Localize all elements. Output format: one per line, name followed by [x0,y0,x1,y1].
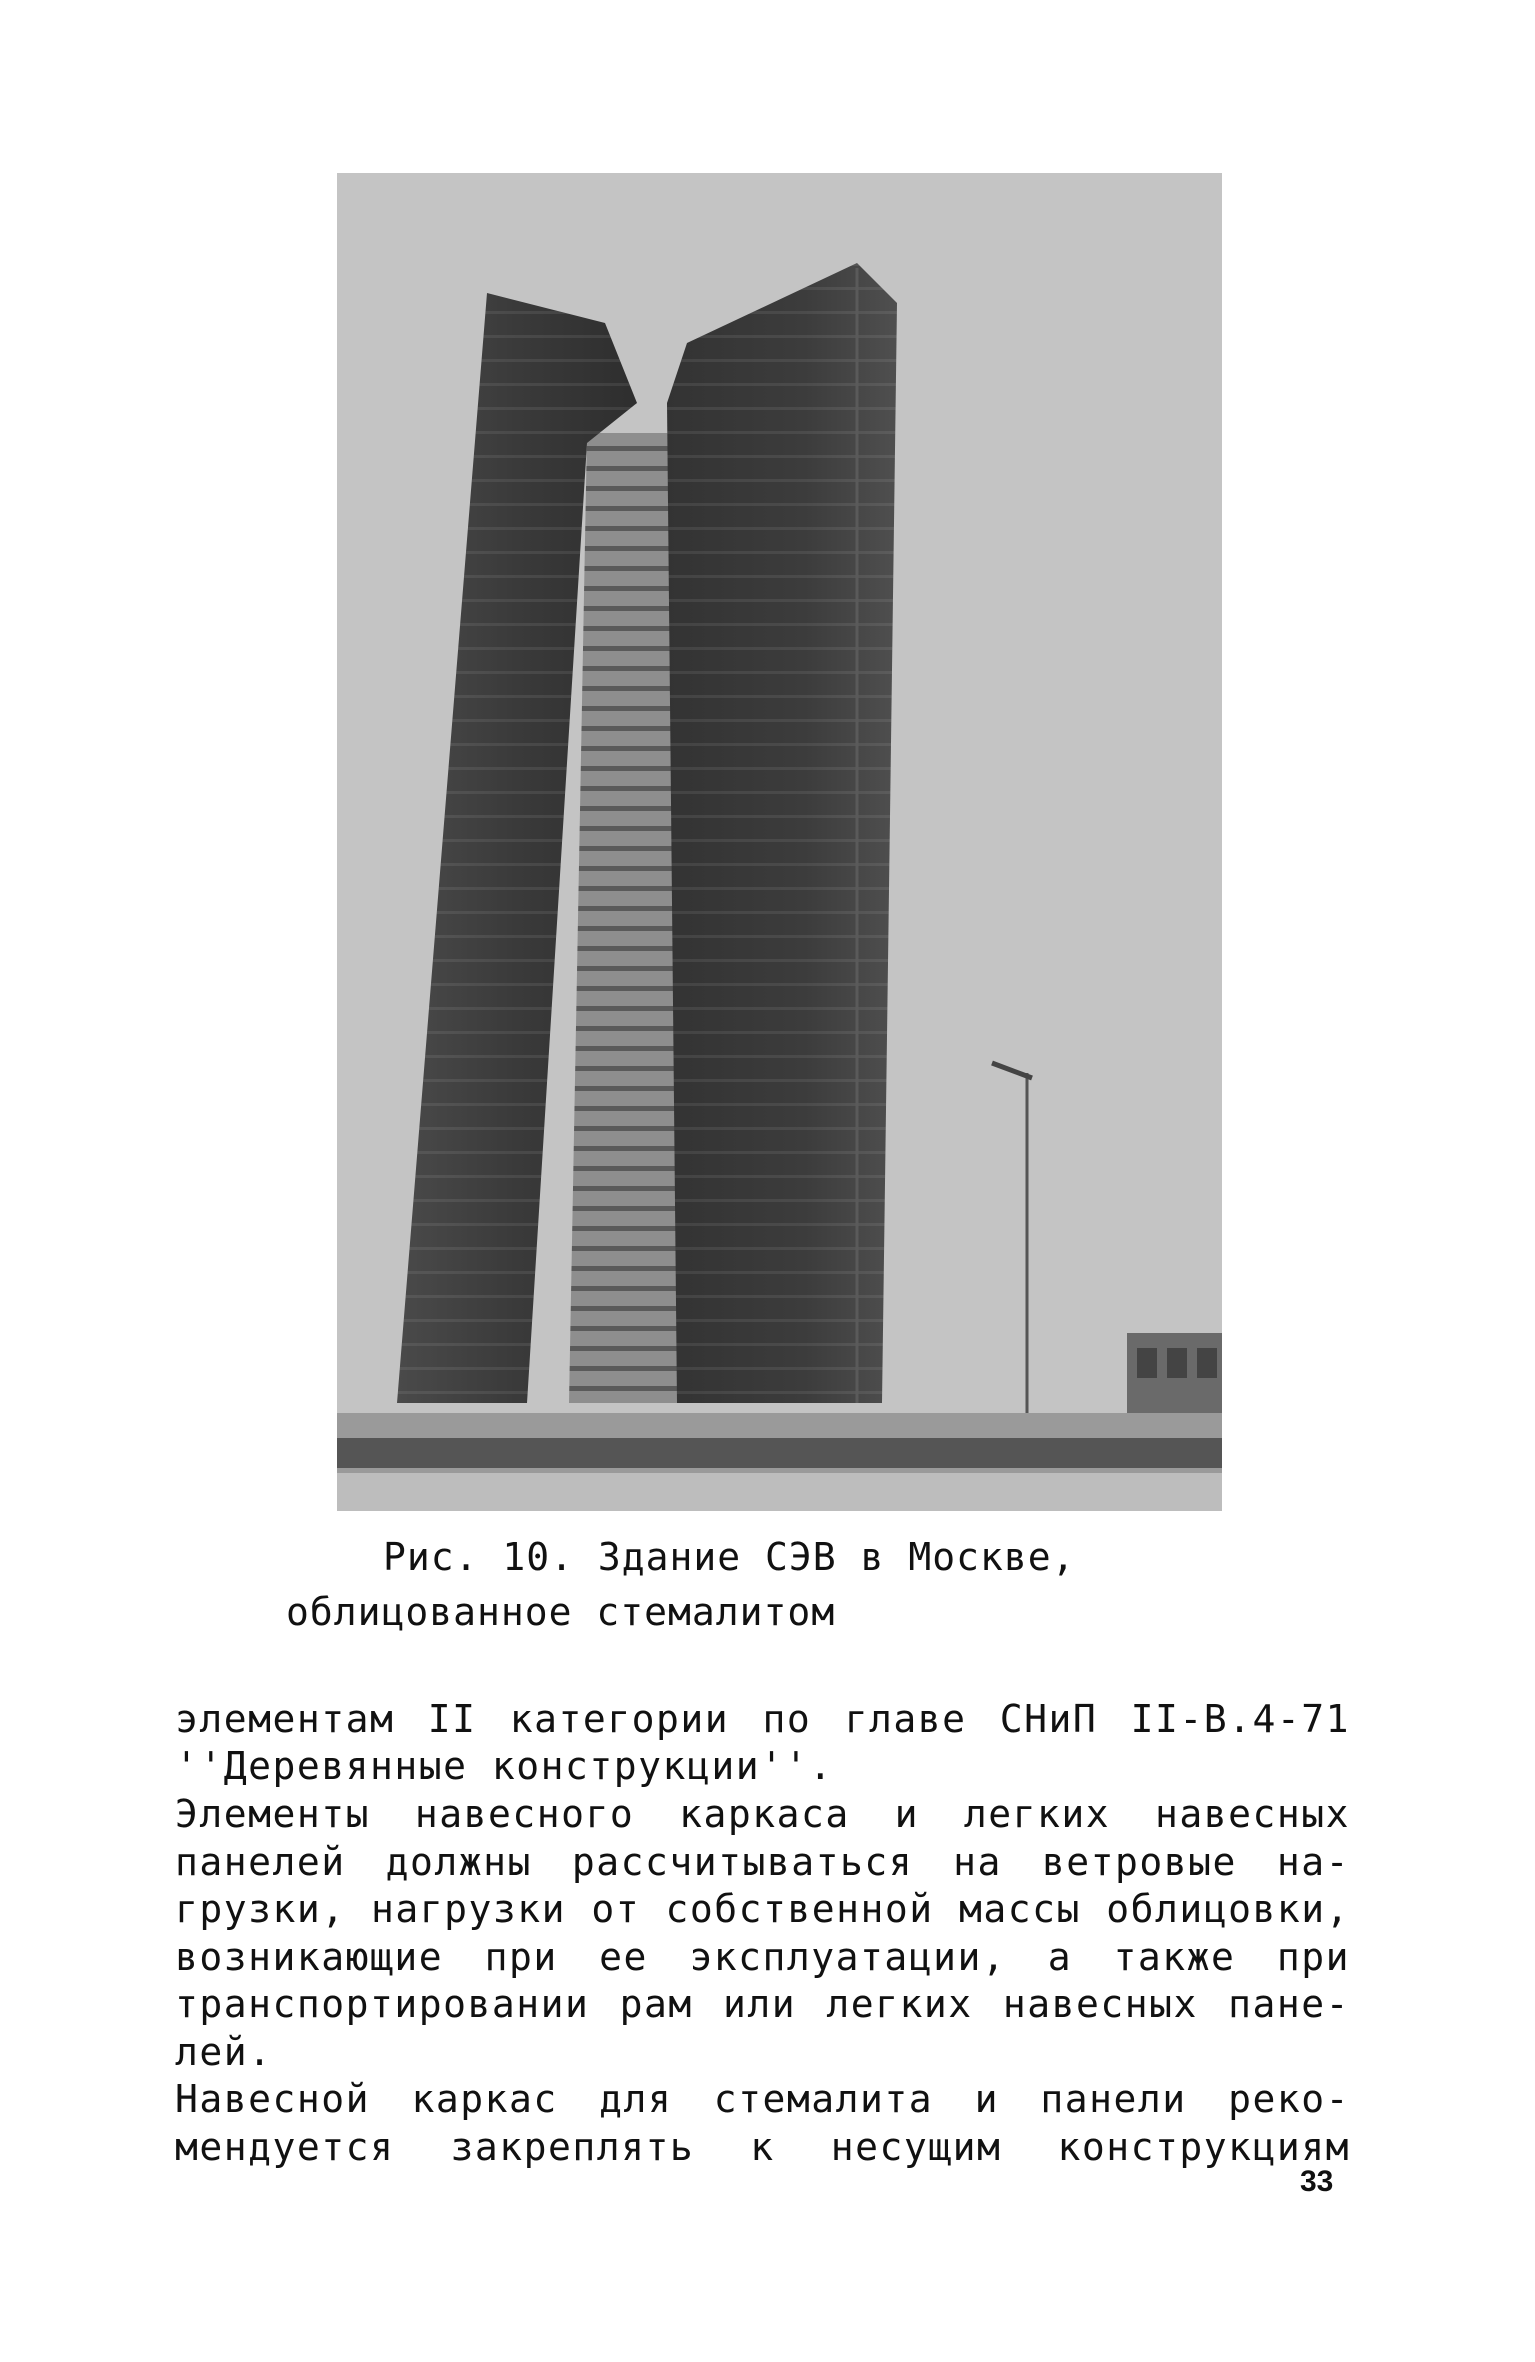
body-text-line: возникающие при ее эксплуатации, а также при [175,1935,1350,1979]
body-text-line: элементам II категории по главе СНиП II-В.4-71 [175,1697,1350,1741]
figure-caption-line-1: Рис. 10. Здание СЭВ в Москве, [383,1535,1076,1579]
body-text-line: Навесной каркас для стемалита и панели реко- [175,2077,1350,2121]
body-text-line: лей. [175,2030,273,2074]
body-text-line: панелей должны рассчитываться на ветровые на- [175,1840,1350,1884]
figure-caption-line-2: облицованное стемалитом [286,1590,836,1634]
page-number: 33 [1300,2165,1334,2198]
building-photo [337,173,1222,1511]
body-text-line: транспортировании рам или легких навесных пане- [175,1982,1350,2026]
body-text-line: мендуется закреплять к несущим конструкциям [175,2125,1350,2169]
body-text-line: Элементы навесного каркаса и легких навесных [175,1792,1350,1836]
body-text-line: грузки, нагрузки от собственной массы облицовки, [175,1887,1350,1931]
building-illustration [337,173,1222,1511]
body-text-line: ''Деревянные конструкции''. [175,1744,834,1788]
